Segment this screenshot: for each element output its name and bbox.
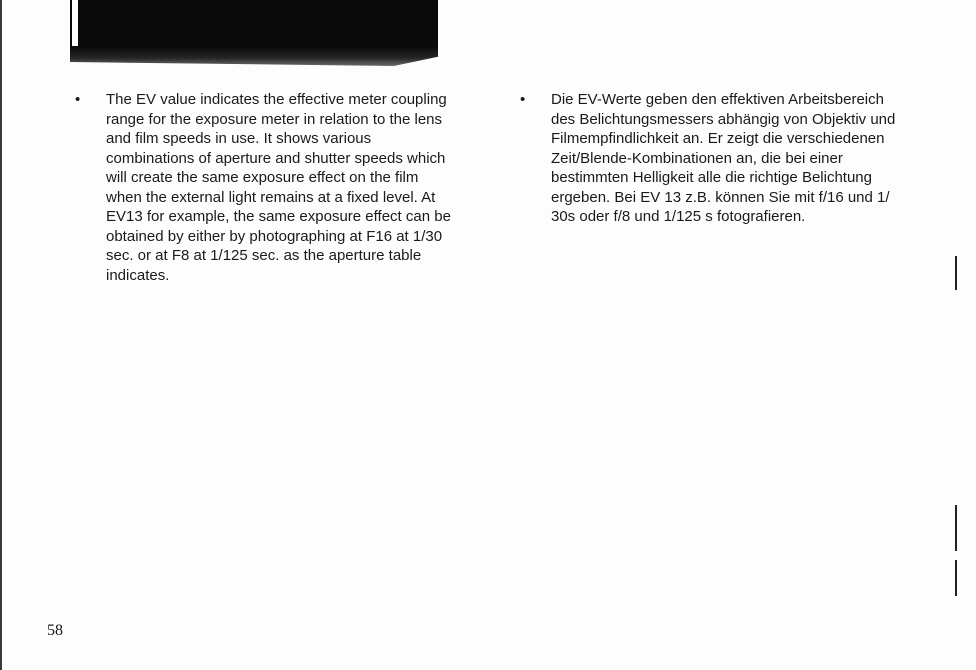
scan-edge-mark-1 [955,256,957,290]
scan-edge-mark-3 [955,560,957,596]
header-bar-highlight [72,0,78,46]
german-paragraph: Die EV-Werte geben den effektiven Arbeitsbereich des Belichtungsmessers abhängig von Objektiv und Filmempfindlichkeit an. Er zeigt die verschiedenen Zeit/Blende-Kombinationen an, die bei einer bestimmten Helligkeit alle die richtige Belichtung ergeben. Bei EV 13 z.B. können Sie mit f/16 und 1/ 30s oder f/8 und 1/125 s fotografieren. [551,91,896,225]
section-header-bar [70,0,438,66]
english-bullet-item [75,90,485,285]
page-number: 58 [47,622,63,639]
english-paragraph: The EV value indicates the effective meter coupling range for the exposure meter in relation to the lens and film speeds in use. It shows various combinations of aperture and shutter speeds which will create the same exposure effect on the film when the external light remains at a fixed level. At EV13 for example, the same exposure effect can be obtained by either by photographing at F16 at 1/30 sec. or at F8 at 1/125 sec. as the aperture table indicates. [106,91,451,284]
german-column [520,90,930,227]
scan-edge-mark-2 [955,505,957,551]
bullet-point: • [520,91,526,108]
english-column [75,90,485,285]
page-binding-edge [0,0,2,670]
bullet-point: • [75,91,81,108]
german-bullet-item [520,90,930,227]
